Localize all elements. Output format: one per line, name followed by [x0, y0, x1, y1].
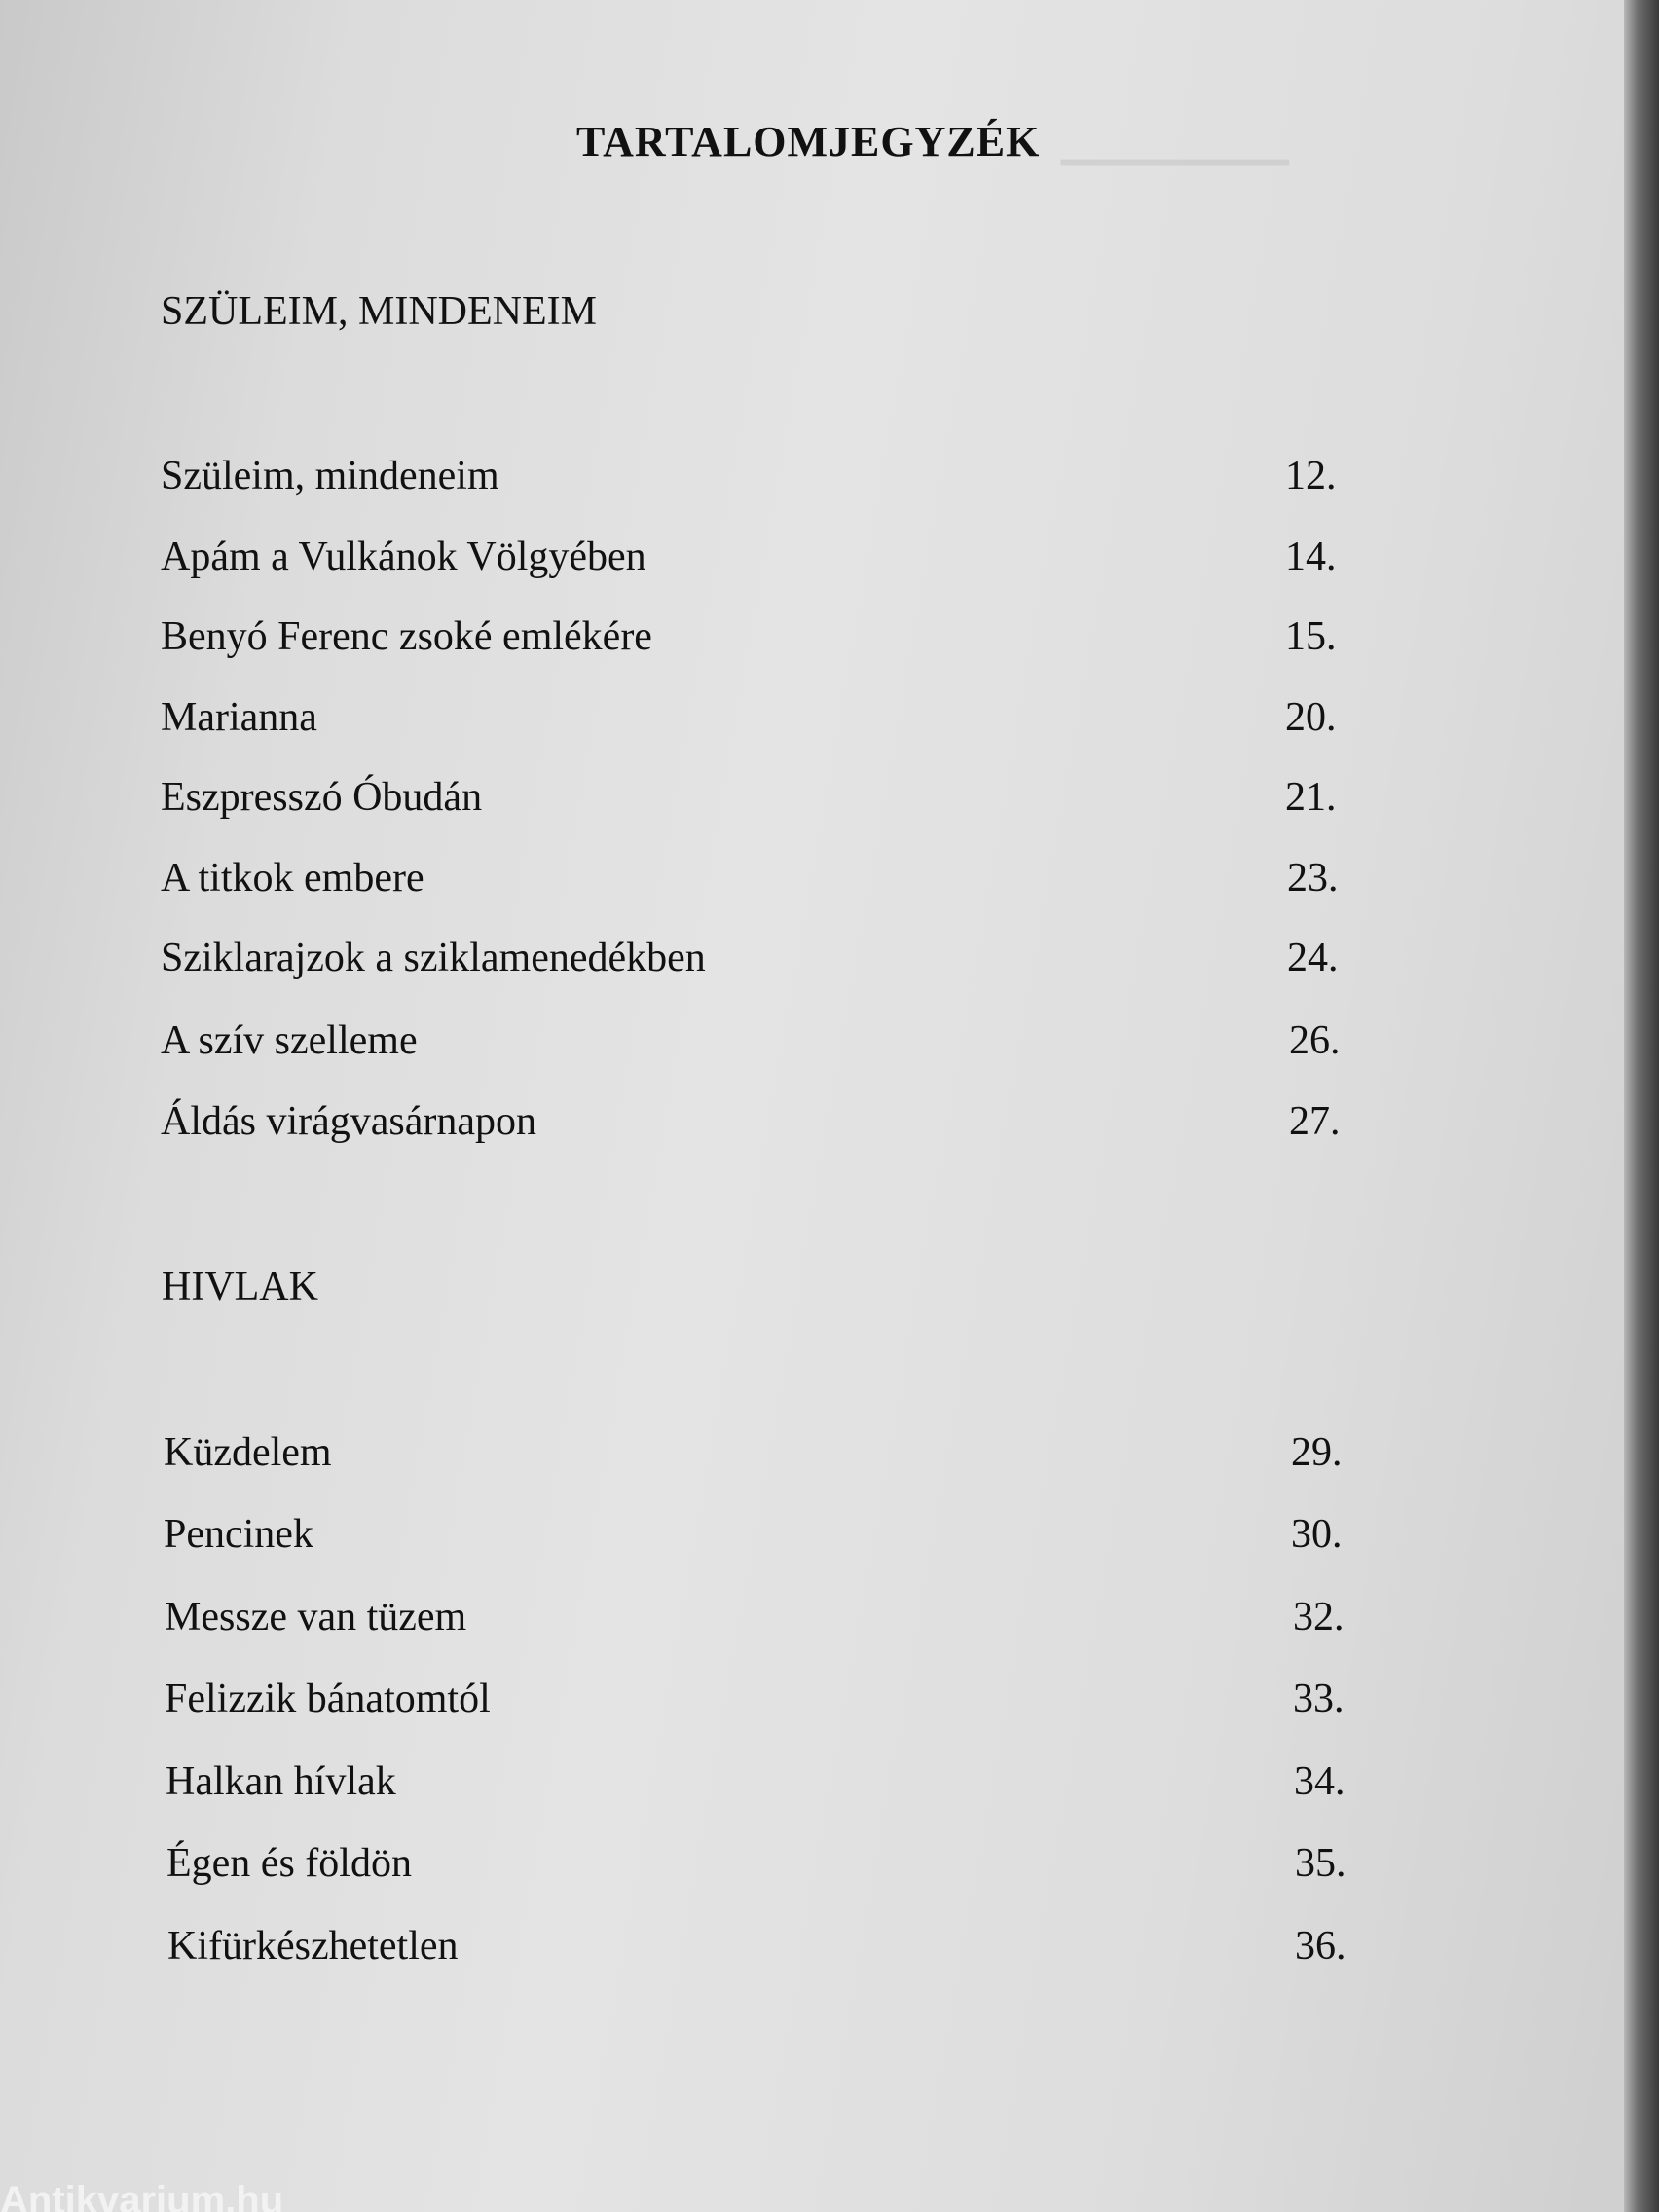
- entry-page-number: 26.: [1289, 1018, 1341, 1063]
- toc-entry: [0, 1594, 1628, 1652]
- entry-page-number: 29.: [1291, 1430, 1343, 1475]
- page-edge-shadow: [1624, 0, 1659, 2212]
- entry-title: Pencinek: [164, 1512, 313, 1557]
- toc-entry: [0, 855, 1628, 913]
- bleed-through-decoration: ▁▁▁▁▁▁▁▁: [1061, 124, 1289, 165]
- toc-entry: [0, 453, 1628, 511]
- section-heading: HIVLAK: [162, 1265, 318, 1309]
- toc-entry: [0, 1511, 1628, 1569]
- entry-title: Eszpresszó Óbudán: [161, 775, 483, 820]
- entry-title: Kifürkészhetetlen: [167, 1924, 459, 1969]
- entry-title: A szív szelleme: [161, 1018, 418, 1063]
- watermark: Antikvarium.hu: [0, 2179, 284, 2212]
- entry-page-number: 23.: [1287, 856, 1339, 901]
- entry-title: Marianna: [161, 695, 317, 740]
- toc-entry: [0, 534, 1628, 592]
- entry-title: Benyó Ferenc zsoké emlékére: [161, 614, 652, 659]
- entry-page-number: 32.: [1293, 1595, 1345, 1640]
- entry-page-number: 33.: [1293, 1677, 1345, 1721]
- entry-title: Apám a Vulkánok Völgyében: [161, 535, 646, 579]
- toc-entry: [0, 1429, 1628, 1488]
- toc-entry: [0, 1758, 1628, 1817]
- entry-page-number: 34.: [1294, 1759, 1346, 1804]
- entry-title: Messze van tüzem: [165, 1595, 467, 1640]
- entry-title: A titkok embere: [161, 856, 424, 901]
- entry-page-number: 24.: [1287, 936, 1339, 980]
- entry-page-number: 20.: [1285, 695, 1337, 740]
- entry-page-number: 35.: [1295, 1841, 1346, 1886]
- entry-title: Halkan hívlak: [166, 1759, 396, 1804]
- entry-page-number: 30.: [1291, 1512, 1343, 1557]
- entry-title: Sziklarajzok a sziklamenedékben: [161, 936, 706, 980]
- entry-title: Égen és földön: [166, 1841, 412, 1886]
- entry-page-number: 21.: [1285, 775, 1337, 820]
- toc-entry: [0, 1017, 1628, 1076]
- entry-title: Áldás virágvasárnapon: [161, 1099, 537, 1144]
- entry-page-number: 36.: [1295, 1924, 1346, 1969]
- toc-entry: [0, 1840, 1628, 1899]
- toc-entry: [0, 613, 1628, 672]
- page-title: TARTALOMJEGYZÉK: [576, 118, 1041, 166]
- entry-page-number: 14.: [1285, 535, 1337, 579]
- toc-entry: [0, 694, 1628, 753]
- toc-entry: [0, 935, 1628, 993]
- entry-page-number: 27.: [1289, 1099, 1341, 1144]
- entry-page-number: 15.: [1285, 614, 1337, 659]
- entry-title: Felizzik bánatomtól: [165, 1677, 491, 1721]
- toc-entry: [0, 1098, 1628, 1157]
- toc-entry: [0, 1923, 1628, 1981]
- toc-entry: [0, 1676, 1628, 1734]
- entry-page-number: 12.: [1285, 454, 1337, 498]
- entry-title: Küzdelem: [164, 1430, 332, 1475]
- entry-title: Szüleim, mindeneim: [161, 454, 499, 498]
- toc-entry: [0, 774, 1628, 832]
- section-heading: SZÜLEIM, MINDENEIM: [161, 289, 597, 334]
